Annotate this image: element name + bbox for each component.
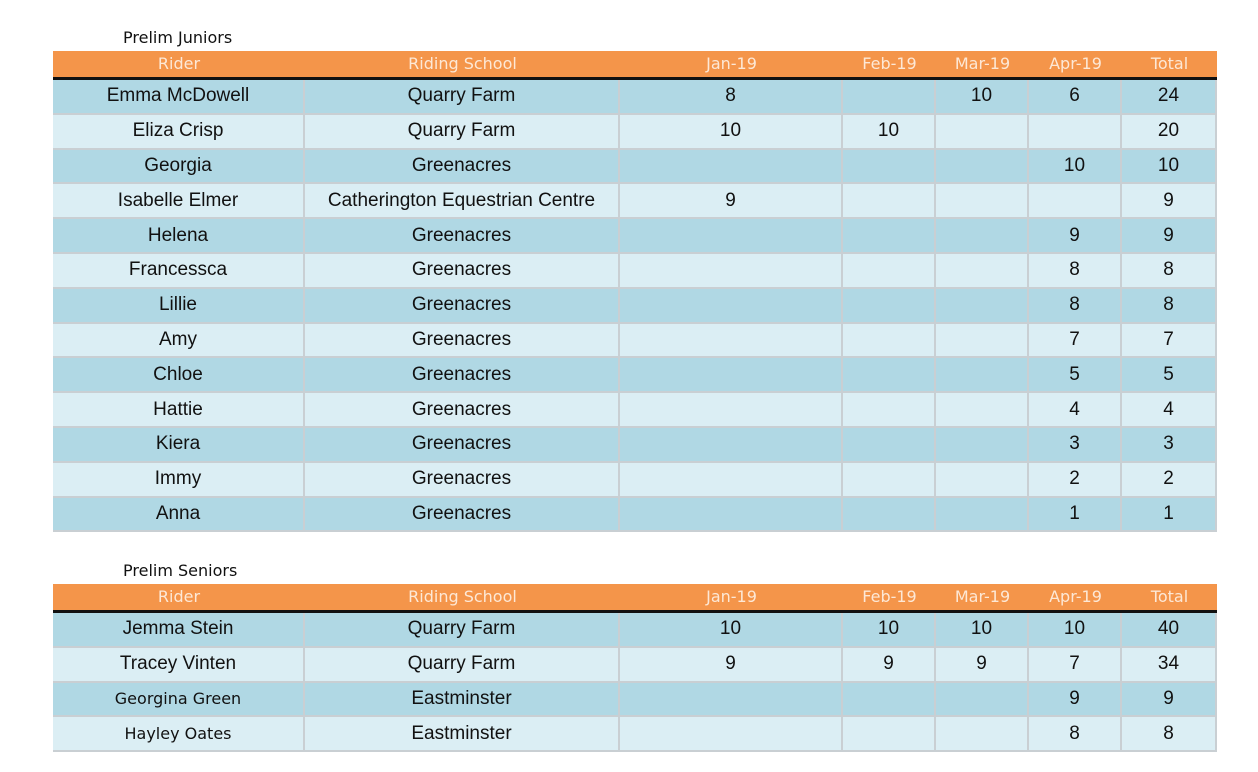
cell-rider: Georgia (53, 150, 305, 185)
cell-total: 9 (1122, 219, 1217, 254)
cell-total: 8 (1122, 717, 1217, 752)
cell-feb-19 (843, 254, 936, 289)
cell-riding-school: Greenacres (305, 428, 620, 463)
section-title-juniors: Prelim Juniors (123, 28, 233, 47)
cell-total: 3 (1122, 428, 1217, 463)
cell-feb-19 (843, 324, 936, 359)
cell-apr-19: 2 (1029, 463, 1122, 498)
cell-apr-19: 9 (1029, 683, 1122, 718)
cell-apr-19: 8 (1029, 289, 1122, 324)
cell-apr-19: 7 (1029, 324, 1122, 359)
table-row (53, 80, 1217, 115)
cell-rider: Eliza Crisp (53, 115, 305, 150)
cell-riding-school: Eastminster (305, 717, 620, 752)
cell-feb-19 (843, 358, 936, 393)
cell-rider: Amy (53, 324, 305, 359)
cell-jan-19 (620, 254, 843, 289)
cell-total: 1 (1122, 498, 1217, 533)
table-row (53, 219, 1217, 254)
cell-jan-19 (620, 498, 843, 533)
cell-apr-19: 3 (1029, 428, 1122, 463)
table-row (53, 393, 1217, 428)
table-row (53, 324, 1217, 359)
cell-feb-19 (843, 463, 936, 498)
cell-mar-19 (936, 219, 1029, 254)
table-row (53, 358, 1217, 393)
column-header-apr-19: Apr-19 (1049, 54, 1102, 73)
column-header-rider: Rider (157, 54, 201, 73)
cell-rider: Francessca (53, 254, 305, 289)
table-row (53, 613, 1217, 648)
cell-apr-19: 8 (1029, 254, 1122, 289)
cell-mar-19 (936, 683, 1029, 718)
cell-rider: Hayley Oates (53, 717, 305, 752)
column-header-riding-school: Riding School (408, 587, 517, 606)
cell-feb-19 (843, 150, 936, 185)
cell-jan-19 (620, 463, 843, 498)
cell-mar-19: 9 (936, 648, 1029, 683)
cell-apr-19: 1 (1029, 498, 1122, 533)
cell-feb-19 (843, 717, 936, 752)
cell-total: 9 (1122, 184, 1217, 219)
cell-rider: Helena (53, 219, 305, 254)
cell-apr-19: 8 (1029, 717, 1122, 752)
cell-jan-19: 9 (620, 184, 843, 219)
cell-apr-19: 5 (1029, 358, 1122, 393)
cell-mar-19 (936, 150, 1029, 185)
cell-jan-19: 9 (620, 648, 843, 683)
cell-apr-19: 6 (1029, 80, 1122, 115)
cell-feb-19: 9 (843, 648, 936, 683)
cell-total: 40 (1122, 613, 1217, 648)
cell-total: 4 (1122, 393, 1217, 428)
cell-jan-19: 10 (620, 115, 843, 150)
cell-riding-school: Greenacres (305, 324, 620, 359)
section-title-seniors: Prelim Seniors (123, 561, 238, 580)
cell-total: 20 (1122, 115, 1217, 150)
cell-mar-19 (936, 393, 1029, 428)
cell-rider: Lillie (53, 289, 305, 324)
cell-apr-19: 10 (1029, 150, 1122, 185)
table-header (53, 584, 1217, 613)
cell-mar-19 (936, 498, 1029, 533)
table-row (53, 648, 1217, 683)
column-header-feb-19: Feb-19 (862, 54, 917, 73)
column-header-jan-19: Jan-19 (706, 54, 757, 73)
cell-mar-19: 10 (936, 613, 1029, 648)
cell-jan-19 (620, 150, 843, 185)
cell-mar-19 (936, 463, 1029, 498)
cell-total: 7 (1122, 324, 1217, 359)
cell-riding-school: Catherington Equestrian Centre (305, 184, 620, 219)
cell-mar-19 (936, 289, 1029, 324)
cell-jan-19 (620, 358, 843, 393)
cell-total: 10 (1122, 150, 1217, 185)
cell-rider: Chloe (53, 358, 305, 393)
cell-feb-19 (843, 393, 936, 428)
cell-apr-19: 10 (1029, 613, 1122, 648)
cell-rider: Kiera (53, 428, 305, 463)
cell-mar-19 (936, 115, 1029, 150)
cell-mar-19 (936, 184, 1029, 219)
column-header-mar-19: Mar-19 (954, 54, 1011, 73)
juniors-table (53, 51, 1217, 532)
cell-total: 2 (1122, 463, 1217, 498)
cell-apr-19: 4 (1029, 393, 1122, 428)
cell-jan-19 (620, 428, 843, 463)
cell-feb-19 (843, 184, 936, 219)
column-header-jan-19: Jan-19 (706, 587, 757, 606)
table-row (53, 498, 1217, 533)
cell-riding-school: Greenacres (305, 219, 620, 254)
cell-feb-19 (843, 498, 936, 533)
column-header-total: Total (1150, 54, 1189, 73)
cell-rider: Isabelle Elmer (53, 184, 305, 219)
column-header-mar-19: Mar-19 (954, 587, 1011, 606)
table-row (53, 289, 1217, 324)
cell-mar-19: 10 (936, 80, 1029, 115)
cell-rider: Immy (53, 463, 305, 498)
cell-rider: Anna (53, 498, 305, 533)
table-row (53, 717, 1217, 752)
cell-riding-school: Eastminster (305, 683, 620, 718)
column-header-riding-school: Riding School (408, 54, 517, 73)
cell-riding-school: Greenacres (305, 498, 620, 533)
cell-feb-19 (843, 428, 936, 463)
cell-feb-19: 10 (843, 613, 936, 648)
cell-jan-19 (620, 219, 843, 254)
cell-riding-school: Greenacres (305, 254, 620, 289)
cell-jan-19: 8 (620, 80, 843, 115)
table-row (53, 683, 1217, 718)
cell-jan-19 (620, 717, 843, 752)
cell-riding-school: Quarry Farm (305, 648, 620, 683)
cell-total: 5 (1122, 358, 1217, 393)
cell-riding-school: Quarry Farm (305, 115, 620, 150)
cell-jan-19 (620, 683, 843, 718)
cell-jan-19: 10 (620, 613, 843, 648)
cell-riding-school: Quarry Farm (305, 613, 620, 648)
cell-feb-19 (843, 219, 936, 254)
cell-rider: Emma McDowell (53, 80, 305, 115)
table-row (53, 115, 1217, 150)
cell-feb-19: 10 (843, 115, 936, 150)
cell-jan-19 (620, 324, 843, 359)
cell-total: 34 (1122, 648, 1217, 683)
cell-mar-19 (936, 358, 1029, 393)
column-header-total: Total (1150, 587, 1189, 606)
cell-apr-19 (1029, 115, 1122, 150)
cell-riding-school: Greenacres (305, 463, 620, 498)
table-row (53, 463, 1217, 498)
table-row (53, 254, 1217, 289)
cell-apr-19: 7 (1029, 648, 1122, 683)
cell-total: 9 (1122, 683, 1217, 718)
cell-feb-19 (843, 683, 936, 718)
cell-riding-school: Greenacres (305, 393, 620, 428)
cell-jan-19 (620, 289, 843, 324)
cell-rider: Hattie (53, 393, 305, 428)
cell-rider: Jemma Stein (53, 613, 305, 648)
cell-mar-19 (936, 324, 1029, 359)
table-row (53, 150, 1217, 185)
cell-apr-19: 9 (1029, 219, 1122, 254)
cell-riding-school: Greenacres (305, 150, 620, 185)
cell-mar-19 (936, 428, 1029, 463)
cell-mar-19 (936, 254, 1029, 289)
table-row (53, 184, 1217, 219)
cell-rider: Tracey Vinten (53, 648, 305, 683)
cell-feb-19 (843, 80, 936, 115)
column-header-feb-19: Feb-19 (862, 587, 917, 606)
seniors-table (53, 584, 1217, 752)
cell-riding-school: Greenacres (305, 358, 620, 393)
cell-total: 8 (1122, 254, 1217, 289)
cell-feb-19 (843, 289, 936, 324)
cell-riding-school: Greenacres (305, 289, 620, 324)
cell-rider: Georgina Green (53, 683, 305, 718)
cell-total: 8 (1122, 289, 1217, 324)
cell-total: 24 (1122, 80, 1217, 115)
cell-apr-19 (1029, 184, 1122, 219)
cell-jan-19 (620, 393, 843, 428)
cell-mar-19 (936, 717, 1029, 752)
column-header-apr-19: Apr-19 (1049, 587, 1102, 606)
column-header-rider: Rider (157, 587, 201, 606)
table-header (53, 51, 1217, 80)
cell-riding-school: Quarry Farm (305, 80, 620, 115)
table-row (53, 428, 1217, 463)
